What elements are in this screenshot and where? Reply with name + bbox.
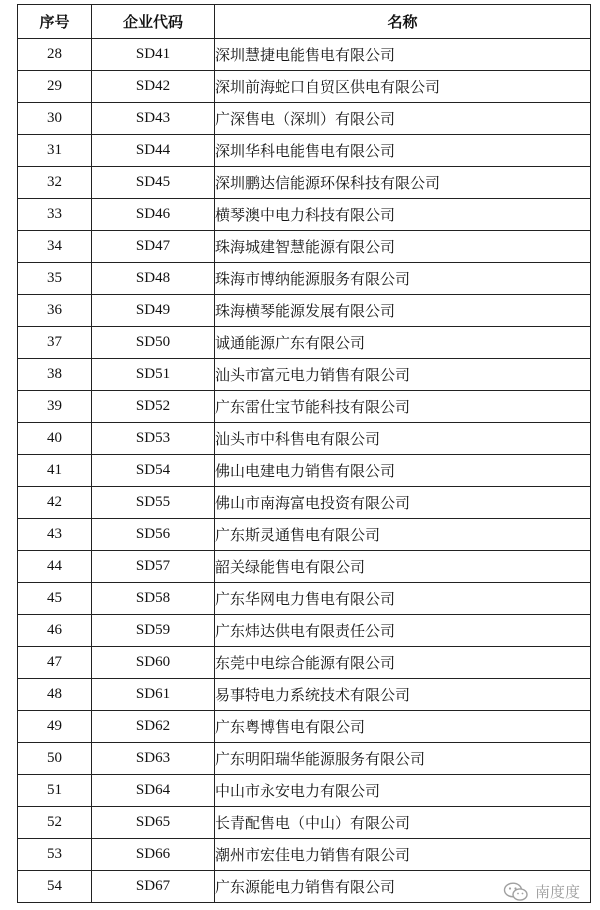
row-serial-number: 37 [18,327,92,359]
row-company-code: SD46 [92,199,215,231]
row-company-name: 诚通能源广东有限公司 [215,327,591,359]
row-company-code: SD56 [92,519,215,551]
row-company-name: 深圳鹏达信能源环保科技有限公司 [215,167,591,199]
row-serial-number: 46 [18,615,92,647]
row-serial-number: 54 [18,871,92,903]
row-serial-number: 29 [18,71,92,103]
table-row [18,743,591,775]
table-row [18,711,591,743]
table-row [18,39,591,71]
row-serial-number: 41 [18,455,92,487]
row-company-name: 珠海市博纳能源服务有限公司 [215,263,591,295]
row-company-name: 广东炜达供电有限责任公司 [215,615,591,647]
row-company-code: SD55 [92,487,215,519]
row-serial-number: 33 [18,199,92,231]
row-company-code: SD50 [92,327,215,359]
row-serial-number: 32 [18,167,92,199]
row-company-name: 广东华网电力售电有限公司 [215,583,591,615]
table-row [18,71,591,103]
row-company-name: 中山市永安电力有限公司 [215,775,591,807]
row-company-code: SD47 [92,231,215,263]
row-serial-number: 42 [18,487,92,519]
row-company-code: SD57 [92,551,215,583]
table-row [18,423,591,455]
table-row [18,807,591,839]
row-company-name: 广东源能电力销售有限公司 [215,871,591,903]
company-table [17,4,591,903]
row-company-code: SD59 [92,615,215,647]
row-serial-number: 31 [18,135,92,167]
row-serial-number: 44 [18,551,92,583]
table-row [18,359,591,391]
table-row [18,199,591,231]
row-company-name: 佛山电建电力销售有限公司 [215,455,591,487]
row-company-name: 广东明阳瑞华能源服务有限公司 [215,743,591,775]
row-serial-number: 39 [18,391,92,423]
row-company-code: SD48 [92,263,215,295]
row-company-name: 韶关绿能售电有限公司 [215,551,591,583]
row-company-code: SD41 [92,39,215,71]
row-serial-number: 35 [18,263,92,295]
row-company-name: 佛山市南海富电投资有限公司 [215,487,591,519]
header-company-name: 名称 [215,5,591,39]
row-company-name: 潮州市宏佳电力销售有限公司 [215,839,591,871]
row-company-code: SD52 [92,391,215,423]
table-row [18,167,591,199]
table-row [18,551,591,583]
row-company-code: SD65 [92,807,215,839]
row-company-code: SD58 [92,583,215,615]
row-serial-number: 30 [18,103,92,135]
row-serial-number: 40 [18,423,92,455]
row-company-code: SD64 [92,775,215,807]
row-serial-number: 50 [18,743,92,775]
row-company-name: 广东粤博售电有限公司 [215,711,591,743]
row-serial-number: 38 [18,359,92,391]
table-header-row [18,5,591,39]
table-row [18,455,591,487]
row-company-name: 横琴澳中电力科技有限公司 [215,199,591,231]
row-company-code: SD43 [92,103,215,135]
table-row [18,519,591,551]
row-serial-number: 36 [18,295,92,327]
row-serial-number: 53 [18,839,92,871]
row-serial-number: 48 [18,679,92,711]
table-row [18,135,591,167]
row-company-code: SD67 [92,871,215,903]
row-company-code: SD44 [92,135,215,167]
row-company-name: 珠海横琴能源发展有限公司 [215,295,591,327]
watermark [503,881,580,902]
row-serial-number: 45 [18,583,92,615]
table-row [18,647,591,679]
row-company-name: 广东雷仕宝节能科技有限公司 [215,391,591,423]
row-company-name: 广深售电（深圳）有限公司 [215,103,591,135]
row-company-name: 深圳慧捷电能售电有限公司 [215,39,591,71]
table-row [18,391,591,423]
row-company-code: SD61 [92,679,215,711]
table-row [18,231,591,263]
table-row [18,615,591,647]
table-row [18,839,591,871]
row-company-code: SD54 [92,455,215,487]
header-serial-number: 序号 [18,5,92,39]
table-row [18,679,591,711]
row-serial-number: 43 [18,519,92,551]
row-company-name: 珠海城建智慧能源有限公司 [215,231,591,263]
table-row [18,583,591,615]
row-company-code: SD49 [92,295,215,327]
row-serial-number: 52 [18,807,92,839]
row-serial-number: 28 [18,39,92,71]
row-company-code: SD51 [92,359,215,391]
row-company-code: SD66 [92,839,215,871]
row-company-code: SD53 [92,423,215,455]
header-company-code: 企业代码 [92,5,215,39]
wechat-icon [503,882,529,902]
row-serial-number: 34 [18,231,92,263]
table-row [18,263,591,295]
watermark-text: 南度度 [534,883,580,901]
row-company-code: SD63 [92,743,215,775]
table-row [18,775,591,807]
row-company-name: 长青配售电（中山）有限公司 [215,807,591,839]
row-serial-number: 47 [18,647,92,679]
row-company-code: SD62 [92,711,215,743]
table-row [18,103,591,135]
row-serial-number: 51 [18,775,92,807]
row-company-name: 易事特电力系统技术有限公司 [215,679,591,711]
row-company-code: SD42 [92,71,215,103]
row-company-name: 汕头市中科售电有限公司 [215,423,591,455]
row-company-name: 汕头市富元电力销售有限公司 [215,359,591,391]
row-company-name: 深圳前海蛇口自贸区供电有限公司 [215,71,591,103]
row-company-name: 深圳华科电能售电有限公司 [215,135,591,167]
row-company-code: SD60 [92,647,215,679]
table-body [18,39,591,903]
table-row [18,295,591,327]
table-row [18,487,591,519]
row-company-name: 东莞中电综合能源有限公司 [215,647,591,679]
row-company-name: 广东斯灵通售电有限公司 [215,519,591,551]
row-company-code: SD45 [92,167,215,199]
row-serial-number: 49 [18,711,92,743]
table-row [18,327,591,359]
